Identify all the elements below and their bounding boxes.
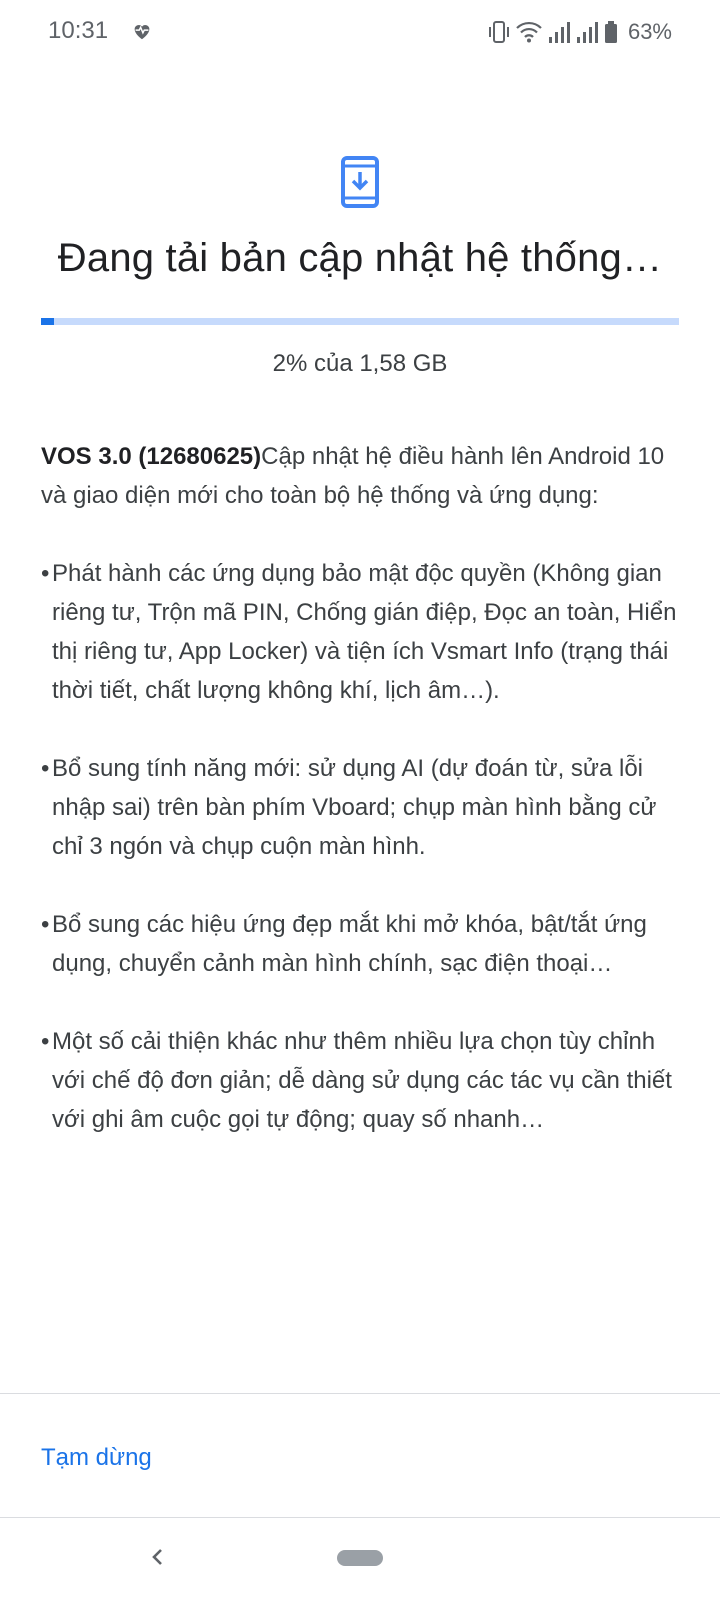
battery-percent: 63% — [627, 19, 672, 44]
pause-button[interactable]: Tạm dừng — [41, 1444, 152, 1471]
download-progress-fill — [41, 318, 54, 325]
status-bar — [0, 0, 720, 64]
bullet-dot: • — [41, 560, 50, 587]
bullet-text: Bổ sung tính năng mới: sử dụng AI (dự đoán từ, sửa lỗi nhập sai) trên bàn phím Vboard; chụp màn hình bằng cử chỉ 3 ngón và chụp cuộn màn hình. — [52, 755, 657, 860]
signal-icon — [548, 20, 570, 44]
bullet-text: Phát hành các ứng dụng bảo mật độc quyền (Không gian riêng tư, Trộn mã PIN, Chống gián điệp, Đọc an toàn, Hiển thị riêng tư, App Locker) và tiện ích Vsmart Info (trạng thái thời tiết, chất lượng không khí, lịch âm…). — [52, 560, 677, 704]
intro-text: Cập nhật hệ điều hành lên Android 10 và giao diện mới cho toàn bộ hệ thống và ứng dụng: — [41, 443, 665, 509]
back-chevron-icon[interactable] — [148, 1542, 168, 1572]
list-item — [41, 905, 681, 983]
list-item — [41, 554, 681, 710]
bullet-text: Một số cải thiện khác như thêm nhiều lựa chọn tùy chỉnh với chế độ đơn giản; dễ dàng sử dụng các tác vụ cần thiết với ghi âm cuộc gọi tự động; quay số nhanh… — [52, 1028, 672, 1133]
download-progress-bar — [41, 318, 679, 325]
heart-pulse-icon — [131, 20, 153, 42]
list-item — [41, 749, 681, 866]
list-item — [41, 1022, 681, 1139]
divider — [0, 1393, 720, 1394]
bullet-dot: • — [41, 911, 50, 938]
navigation-bar — [0, 1518, 720, 1600]
bullet-dot: • — [41, 1028, 50, 1055]
update-title: Đang tải bản cập nhật hệ thống… — [57, 236, 663, 280]
bullet-text: Bổ sung các hiệu ứng đẹp mắt khi mở khóa, bật/tắt ứng dụng, chuyển cảnh màn hình chính, sạc điện thoại… — [52, 911, 647, 977]
release-notes — [41, 437, 681, 1178]
status-time: 10:31 — [48, 17, 109, 44]
system-update-icon — [341, 156, 379, 208]
download-progress-text: 2% của 1,58 GB — [272, 350, 448, 377]
signal-icon — [576, 20, 598, 44]
bullet-dot: • — [41, 755, 50, 782]
battery-icon — [604, 20, 618, 44]
vibrate-icon — [488, 20, 510, 44]
status-icons — [488, 14, 672, 50]
home-pill-icon[interactable] — [337, 1550, 383, 1566]
version-label: VOS 3.0 (12680625) — [41, 443, 262, 470]
release-notes-intro — [41, 437, 681, 515]
wifi-icon — [516, 21, 542, 43]
